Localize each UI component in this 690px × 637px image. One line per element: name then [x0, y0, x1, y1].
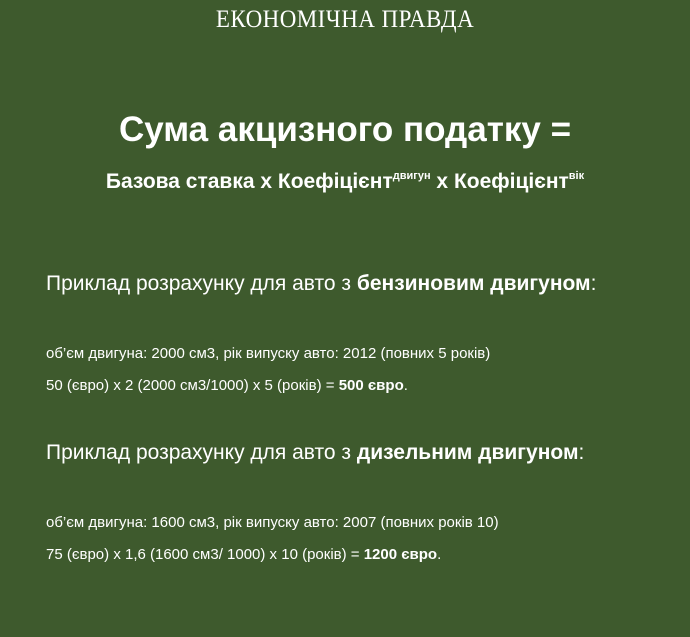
publication-logo: ЕКОНОМІЧНА ПРАВДА: [215, 6, 475, 33]
calculation-suffix: .: [437, 546, 442, 563]
example-diesel-title: [46, 441, 584, 465]
calculation-suffix: .: [403, 377, 408, 394]
example-petrol-title: [46, 272, 596, 296]
formula-superscript-engine: двигун: [392, 170, 431, 182]
formula-superscript-age: вік: [568, 170, 585, 182]
formula-part-2: х Коефіцієнт: [430, 170, 569, 193]
example-title-prefix: Приклад розрахунку для авто з: [46, 441, 357, 464]
calculation-expression: 75 (євро) х 1,6 (1600 см3/ 1000) х 10 (років) =: [46, 546, 364, 563]
example-diesel-params: об’єм двигуна: 1600 см3, рік випуску авто: 2007 (повних років 10): [46, 514, 499, 531]
calculation-expression: 50 (євро) х 2 (2000 см3/1000) х 5 (років) =: [46, 377, 339, 394]
calculation-result: 500 євро: [338, 377, 404, 394]
example-petrol-params: об’єм двигуна: 2000 см3, рік випуску авто: 2012 (повних 5 років): [46, 345, 491, 362]
example-title-suffix: :: [590, 272, 597, 295]
formula-part-1: Базова ставка х Коефіцієнт: [105, 170, 393, 193]
calculation-result: 1200 євро: [363, 546, 438, 563]
example-diesel-calculation: [46, 546, 441, 563]
example-engine-type: дизельним двигуном: [356, 441, 579, 464]
page-title: Сума акцизного податку =: [118, 110, 572, 149]
example-title-prefix: Приклад розрахунку для авто з: [46, 272, 357, 295]
example-petrol-calculation: [46, 377, 408, 394]
example-engine-type: бензиновим двигуном: [356, 272, 591, 295]
example-title-suffix: :: [578, 441, 585, 464]
formula: [0, 170, 690, 194]
